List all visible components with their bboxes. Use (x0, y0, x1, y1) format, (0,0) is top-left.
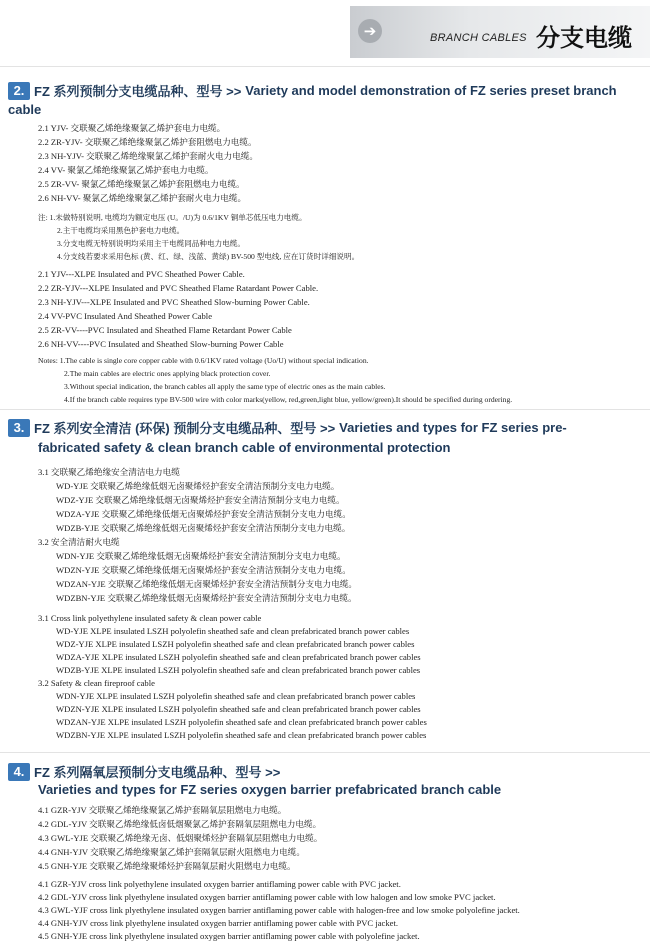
section-title-zh: FZ 系列预制分支电缆品种、型号 >> (34, 84, 242, 99)
list-item: 2.3 NH-YJV---XLPE Insulated and PVC Sheathed Slow-burning Power Cable. (38, 297, 310, 307)
list-item: WDN-YJE XLPE insulated LSZH polyolefin sheathed safe and clean prefabricated branch power cables (56, 691, 416, 701)
note-line: 4.If the branch cable requires type BV-500 wire with color marks(yellow, red,green,light blue, yellow/green).It should be specified during ordering. (64, 395, 513, 404)
section-2-heading (8, 81, 650, 118)
page-header (350, 6, 650, 58)
header-title-zh: 分支电缆 (536, 24, 632, 52)
list-item: WDZN-YJE XLPE insulated LSZH polyolefin sheathed safe and clean prefabricated branch power cables (56, 704, 421, 714)
divider (0, 66, 650, 67)
note-line: 3.分支电缆无特别说明均采用主干电缆同品种电力电缆。 (57, 239, 245, 248)
list-item: 2.2 ZR-YJV- 交联聚乙烯绝缘聚氯乙烯护套阻燃电力电缆。 (38, 137, 257, 147)
list-item: 2.5 ZR-VV----PVC Insulated and Sheathed Flame Retardant Power Cable (38, 325, 292, 335)
list-item: WDZBN-YJE XLPE insulated LSZH polyolefin sheathed safe and clean prefabricated branch power cables (56, 730, 427, 740)
list-item: 4.2 GDL-YJV 交联聚乙烯绝缘低卤低烟聚氯乙烯护套隔氧层阻燃电力电缆。 (38, 819, 322, 829)
list-item: 4.2 GDL-YJV cross link plyethylene insulated oxygen barrier antiflaming power cable with low halogen and low smoke PVC jacket. (38, 892, 496, 902)
section-title-en-continued: fabricated safety & clean branch cable of environmental protection (38, 440, 451, 455)
list-item: 2.4 VV-PVC Insulated And Sheathed Power Cable (38, 311, 213, 321)
section-number: 4. (8, 763, 30, 781)
list-item: 4.1 GZR-YJV 交联聚乙烯绝缘聚氯乙烯护套隔氧层阻燃电力电缆。 (38, 805, 287, 815)
list-item: WD-YJE XLPE insulated LSZH polyolefin sheathed safe and clean prefabricated branch power cables (56, 626, 410, 636)
header-title-en: BRANCH CABLES (430, 32, 527, 44)
list-item: 4.1 GZR-YJV cross link polyethylene insulated oxygen barrier antiflaming power cable with PVC jacket. (38, 879, 401, 889)
divider (0, 409, 650, 410)
list-item: 4.5 GNH-YJE cross link plyethylene insulated oxygen barrier antiflaming power cable with polyolefine jacket. (38, 931, 420, 941)
note-line: 4.分支线若要求采用色标 (黄、红、绿、浅蓝、黄绿) BV-500 型电线, 应在订货时详细说明。 (57, 252, 360, 261)
section-title-zh: FZ 系列隔氧层预制分支电缆品种、型号 >> (34, 765, 281, 780)
section-number: 3. (8, 419, 30, 437)
list-item: WDZAN-YJE 交联聚乙烯绝缘低烟无卤聚烯烃护套安全清洁预制分支电力电缆。 (56, 579, 358, 589)
list-item: 4.3 GWL-YJF cross link plyethylene insulated oxygen barrier antiflaming power cable with halogen-free and low smoke polyolefine jacket. (38, 905, 520, 915)
list-item: WD-YJE 交联聚乙烯绝缘低烟无卤聚烯烃护套安全清洁预制分支电力电缆。 (56, 481, 340, 491)
list-item: 4.3 GWL-YJE 交联聚乙烯绝缘无卤、低烟聚烯烃护套隔氧层阻燃电力电缆。 (38, 833, 323, 843)
list-item: WDZN-YJE 交联聚乙烯绝缘低烟无卤聚烯烃护套安全清洁预制分支电力电缆。 (56, 565, 351, 575)
section-3-heading (8, 418, 567, 437)
group-heading: 3.1 交联聚乙烯绝缘安全清洁电力电缆 (38, 467, 180, 477)
section-title-zh: FZ 系列安全清洁 (环保) 预制分支电缆品种、型号 >> (34, 421, 336, 436)
list-item: 2.6 NH-VV- 聚氯乙烯绝缘聚氯乙烯护套耐火电力电缆。 (38, 193, 247, 203)
note-line: 2.主干电缆均采用黑色护套电力电缆。 (57, 226, 185, 235)
arrow-icon: ➔ (358, 19, 382, 43)
list-item: WDZ-YJE XLPE insulated LSZH polyolefin sheathed safe and clean prefabricated branch power cables (56, 639, 415, 649)
divider (0, 752, 650, 753)
note-line: 2.The main cables are electric ones applying black protection cover. (64, 369, 271, 378)
list-item: WDZ-YJE 交联聚乙烯绝缘低烟无卤聚烯烃护套安全清洁预制分支电力电缆。 (56, 495, 345, 505)
section-title-en: Varieties and types for FZ series oxygen barrier prefabricated branch cable (38, 782, 502, 797)
list-item: WDZAN-YJE XLPE insulated LSZH polyolefin sheathed safe and clean prefabricated branch power cables (56, 717, 427, 727)
note-line: Notes: 1.The cable is single core copper cable with 0.6/1KV rated voltage (Uo/U) without special indication. (38, 356, 369, 365)
group-heading: 3.2 Safety & clean fireproof cable (38, 678, 155, 688)
list-item: WDZA-YJE XLPE insulated LSZH polyolefin sheathed safe and clean prefabricated branch power cables (56, 652, 421, 662)
note-line: 3.Without special indication, the branch cables all apply the same type of electric ones as the main cables. (64, 382, 386, 391)
list-item: 2.2 ZR-YJV---XLPE Insulated and PVC Sheathed Flame Ratardant Power Cable. (38, 283, 319, 293)
list-item: WDZA-YJE 交联聚乙烯绝缘低烟无卤聚烯烃护套安全清洁预制分支电力电缆。 (56, 509, 351, 519)
section-number: 2. (8, 82, 30, 100)
list-item: 2.4 VV- 聚氯乙烯绝缘聚氯乙烯护套电力电缆。 (38, 165, 214, 175)
note-line: 注: 1.未做特别说明, 电缆均为额定电压 (U。/U)为 0.6/1KV 铜单芯低压电力电缆。 (38, 213, 307, 222)
section-4-heading (8, 762, 280, 781)
list-item: 2.1 YJV---XLPE Insulated and PVC Sheathed Power Cable. (38, 269, 245, 279)
list-item: 2.5 ZR-VV- 聚氯乙烯绝缘聚氯乙烯护套阻燃电力电缆。 (38, 179, 245, 189)
list-item: WDZBN-YJE 交联聚乙烯绝缘低烟无卤聚烯烃护套安全清洁预制分支电力电缆。 (56, 593, 357, 603)
list-item: 2.6 NH-VV----PVC Insulated and Sheathed Slow-burning Power Cable (38, 339, 284, 349)
group-heading: 3.2 安全清洁耐火电缆 (38, 537, 120, 547)
list-item: WDZB-YJE 交联聚乙烯绝缘低烟无卤聚烯烃护套安全清洁预制分支电力电缆。 (56, 523, 351, 533)
list-item: 4.4 GNH-YJV cross link plyethylene insulated oxygen barrier antiflaming power cable with PVC jacket. (38, 918, 398, 928)
section-title-en: Varieties and types for FZ series pre- (339, 420, 567, 435)
list-item: WDN-YJE 交联聚乙烯绝缘低烟无卤聚烯烃护套安全清洁预制分支电力电缆。 (56, 551, 346, 561)
list-item: 4.4 GNH-YJV 交联聚乙烯绝缘聚氯乙烯护套隔氧层耐火阻燃电力电缆。 (38, 847, 305, 857)
section-title-en: Variety and model demonstration of FZ series preset branch cable (8, 83, 617, 117)
list-item: WDZB-YJE XLPE insulated LSZH polyolefin sheathed safe and clean prefabricated branch power cables (56, 665, 421, 675)
list-item: 2.3 NH-YJV- 交联聚乙烯绝缘聚氯乙烯护套耐火电力电缆。 (38, 151, 259, 161)
list-item: 4.5 GNH-YJE 交联聚乙烯绝缘聚烯烃护套隔氧层耐火阻燃电力电缆。 (38, 861, 296, 871)
list-item: 2.1 YJV- 交联聚乙烯绝缘聚氯乙烯护套电力电缆。 (38, 123, 226, 133)
group-heading: 3.1 Cross link polyethylene insulated safety & clean power cable (38, 613, 262, 623)
